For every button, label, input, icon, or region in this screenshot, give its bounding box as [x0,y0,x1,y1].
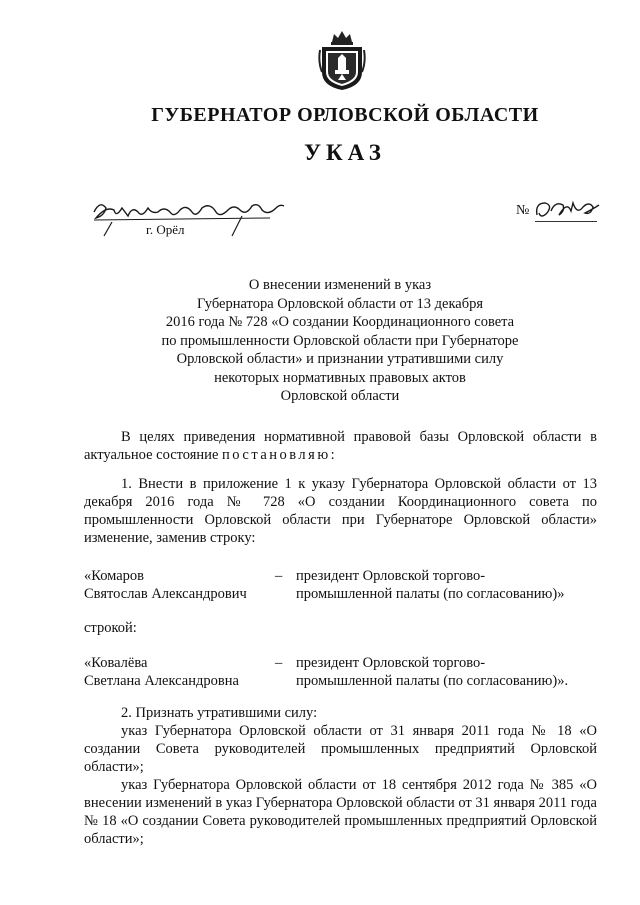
city-label: г. Орёл [146,222,185,237]
subject-line: Орловской области [280,388,400,404]
new-member-role-2: промышленной палаты (по согласованию)». [296,673,569,689]
subject-line: О внесении изменений в указ [248,277,432,293]
document-type-title: УКАЗ [304,140,386,165]
new-member-name-2: Светлана Александровна [84,673,239,689]
issuer-title: ГУБЕРНАТОР ОРЛОВСКОЙ ОБЛАСТИ [151,104,539,126]
subject-line: 2016 года № 728 «О создании Координационного совета [165,314,515,330]
preamble-keyword: постановляю: [222,447,338,463]
old-member-role-2: промышленной палаты (по согласованию)» [296,586,565,602]
preamble-text: В целях приведения нормативной правовой базы Орловской области в актуальное состояние [84,429,597,463]
item-2-heading: 2. Признать утратившими силу: [121,705,318,721]
item-2-decree-a: указ Губернатора Орловской области от 31 января 2011 года № 18 «О создании Совета руководителей промышленных предприятий Орловской области»; [84,723,597,775]
handwritten-date-signature [92,198,292,238]
replace-with-label: строкой: [84,620,137,636]
new-member-role-1: президент Орловской торгово- [296,655,486,671]
item-2-decree-b: указ Губернатора Орловской области от 18 сентября 2012 года № 385 «О внесении изменений в указ Губернатора Орловской области от 31 января 2011 года № 18 «О создании Совета руководителей промышленных предприятий Орловской области»; [84,777,597,847]
old-member-name-1: «Комаров [84,568,145,584]
old-row-dash: – [275,568,283,584]
subject-line: Губернатора Орловской области от 13 декабря [196,295,484,312]
preamble-paragraph [84,428,597,464]
coat-of-arms-icon [318,28,366,92]
subject-line: Орловской области» и признании утратившими силу [176,351,504,367]
item-1-paragraph: 1. Внести в приложение 1 к указу Губернатора Орловской области от 13 декабря 2016 года № 728 «О создании Координационного совета по промышленности Орловской области при Губернаторе Орловской области» изменение, заменив строку: [84,476,597,546]
old-member-role-1: президент Орловской торгово- [296,568,486,584]
decree-subject [80,276,600,406]
subject-line: по промышленности Орловской области при Губернаторе [161,332,519,349]
new-row-dash: – [275,655,283,671]
new-member-name-1: «Ковалёва [84,655,148,671]
old-member-name-2: Святослав Александрович [84,586,247,602]
handwritten-number-signature [533,197,603,223]
number-label: № [516,203,530,218]
subject-line: некоторых нормативных правовых актов [214,369,466,386]
